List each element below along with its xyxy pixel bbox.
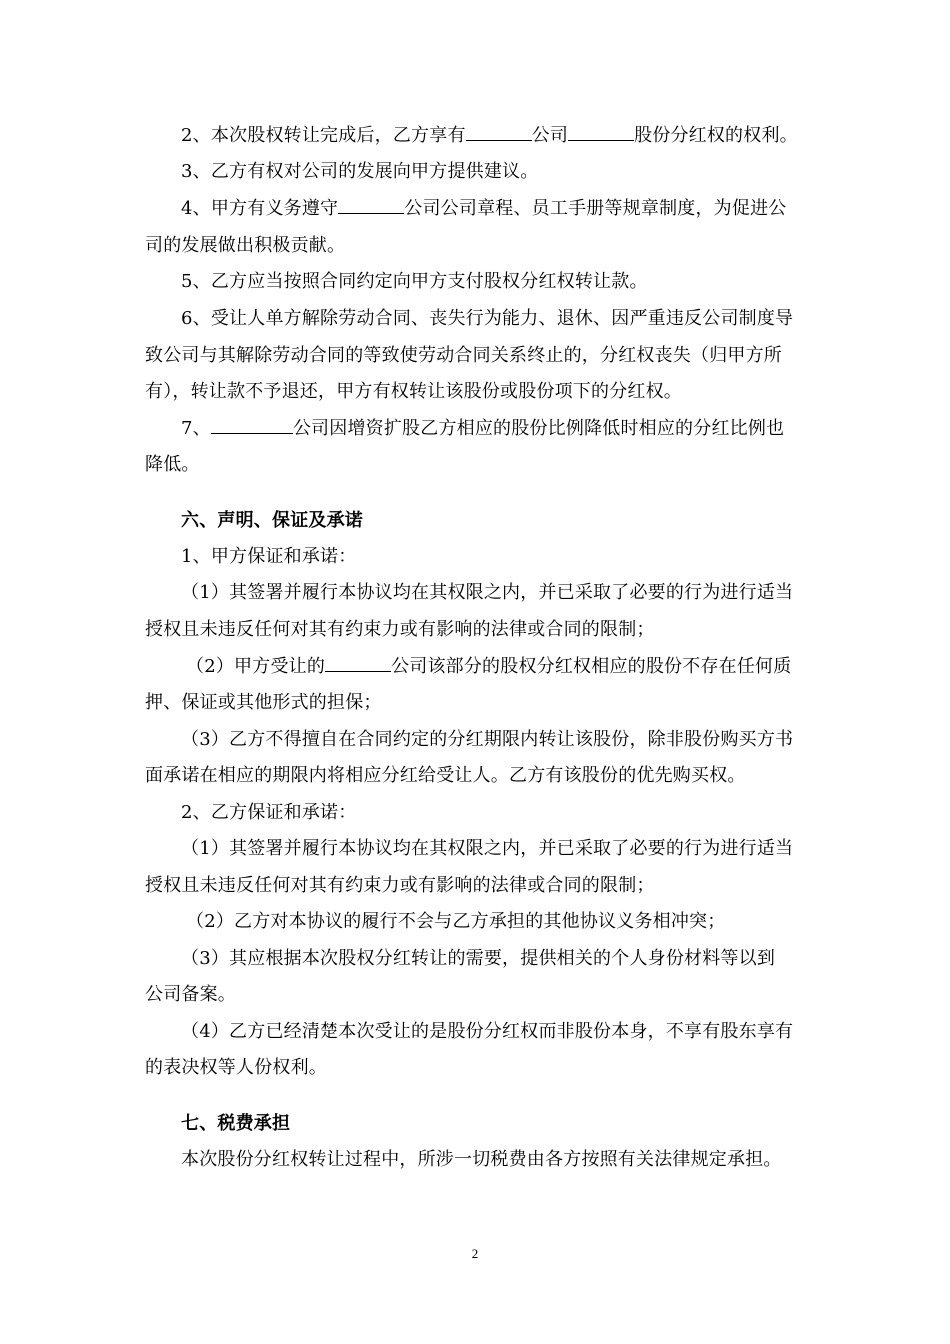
- clause-2-text-a: 2、本次股权转让完成后，乙方享有: [181, 125, 466, 146]
- page-number: 2: [471, 1246, 479, 1261]
- blank-field: [466, 120, 532, 141]
- clause-5: 5、乙方应当按照合同约定向甲方支付股权分红权转让款。: [181, 271, 648, 292]
- clause-3: 3、乙方有权对公司的发展向甲方提供建议。: [181, 161, 539, 182]
- clause-4-text-b: 公司公司章程、员工手册等规章制度，为促进公: [404, 198, 787, 219]
- party-b-commitment-4-line-2: 的表决权等人份权利。: [145, 1057, 327, 1078]
- blank-field: [338, 193, 404, 214]
- clause-7-line-2: 降低。: [145, 454, 200, 475]
- party-a-commitment-2-line-1: [186, 649, 810, 686]
- party-b-title: 2、乙方保证和承诺：: [181, 802, 357, 823]
- clause-7-text-a: 7、: [181, 418, 211, 439]
- party-a-commitment-2-line-2: 押、保证或其他形式的担保；: [145, 692, 382, 713]
- party-b-commitment-1-line-2: 授权且未违反任何对其有约束力或有影响的法律或合同的限制；: [145, 875, 655, 896]
- clause-6-line-2: 致公司与其解除劳动合同的等致使劳动合同关系终止的，分红权丧失（归甲方所: [145, 345, 782, 366]
- clause-6-line-1: 6、受让人单方解除劳动合同、丧失行为能力、退休、因严重违反公司制度导: [181, 308, 794, 329]
- party-a-title: 1、甲方保证和承诺：: [181, 546, 357, 567]
- clause-7-line-1: [181, 411, 810, 448]
- clause-2-text-c: 股份分红权的权利。: [634, 125, 798, 146]
- clause-2: [181, 118, 810, 155]
- section-6-heading: 六、声明、保证及承诺: [181, 510, 363, 531]
- clause-6-line-3: 有），转让款不予退还，甲方有权转让该股份或股份项下的分红权。: [145, 381, 682, 402]
- party-a-commitment-3-line-2: 面承诺在相应的期限内将相应分红给受让人。乙方有该股份的优先购买权。: [145, 765, 746, 786]
- party-b-commitment-1-line-1: （1）其签署并履行本协议均在其权限之内，并已采取了必要的行为进行适当: [181, 838, 794, 859]
- blank-field: [568, 120, 634, 141]
- party-a-c2-text-b: 公司该部分的股权分红权相应的股份不存在任何质: [391, 656, 792, 677]
- section-7-heading: 七、税费承担: [181, 1113, 291, 1134]
- clause-4-text-a: 4、甲方有义务遵守: [181, 198, 339, 219]
- clause-7-text-b: 公司因增资扩股乙方相应的股份比例降低时相应的分红比例也: [292, 418, 785, 439]
- blank-field: [211, 413, 293, 434]
- section-7-text: 本次股份分红权转让过程中，所涉一切税费由各方按照有关法律规定承担。: [181, 1149, 782, 1170]
- party-a-c2-text-a: （2）甲方受让的: [186, 656, 326, 677]
- party-a-commitment-1-line-1: （1）其签署并履行本协议均在其权限之内，并已采取了必要的行为进行适当: [181, 582, 794, 603]
- party-b-commitment-2: （2）乙方对本协议的履行不会与乙方承担的其他协议义务相冲突；: [186, 911, 726, 932]
- clause-2-text-b: 公司: [531, 125, 569, 146]
- clause-4-line-2: 司的发展做出积极贡献。: [145, 235, 346, 256]
- party-a-commitment-3-line-1: （3）乙方不得擅自在合同约定的分红期限内转让该股份，除非股份购买方书: [181, 729, 794, 750]
- clause-4-line-1: [181, 191, 810, 228]
- party-b-commitment-3-line-2: 公司备案。: [145, 984, 236, 1005]
- party-b-commitment-3-line-1: （3）其应根据本次股权分红转让的需要，提供相关的个人身份材料等以到: [181, 948, 776, 969]
- party-a-commitment-1-line-2: 授权且未违反任何对其有约束力或有影响的法律或合同的限制；: [145, 619, 655, 640]
- blank-field: [325, 651, 391, 672]
- party-b-commitment-4-line-1: （4）乙方已经清楚本次受让的是股份分红权而非股份本身，不享有股东享有: [181, 1021, 794, 1042]
